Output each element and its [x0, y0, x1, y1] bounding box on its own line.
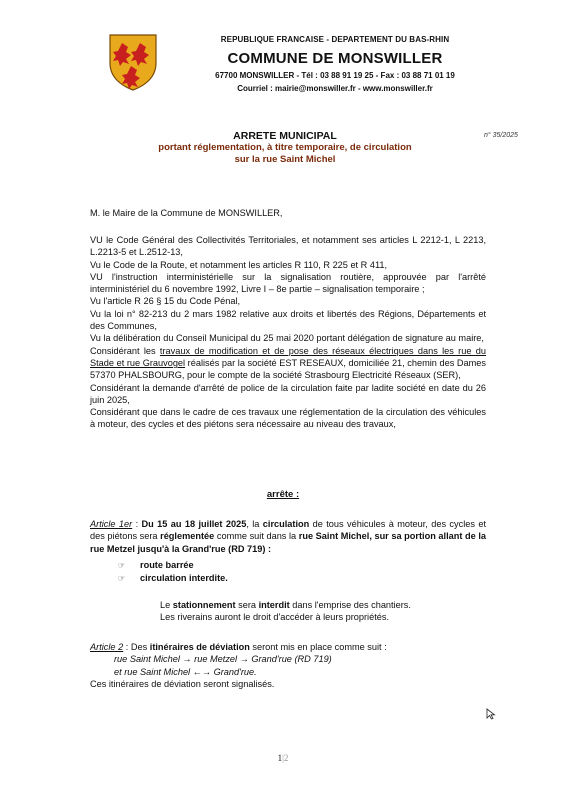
list-item: ☞ route barrée — [118, 560, 194, 570]
pointing-hand-icon: ☞ — [118, 561, 126, 570]
detour-route-1: rue Saint Michel → rue Metzel → Grand'rue (RD 719) — [114, 654, 332, 665]
vu-item: VU le Code Général des Collectivités Territoriales, et notamment ses articles L 2212-1, L 2213, L.2213-5 et L.2512-13, — [90, 235, 486, 258]
detour-closing: Ces itinéraires de déviation seront signalisés. — [90, 678, 275, 689]
header-contact: 67700 MONSWILLER - Tél : 03 88 91 19 25 - Fax : 03 88 71 01 19 — [215, 71, 455, 80]
considerant-request: Considérant la demande d'arrêté de police de la circulation faite par ladite société en date du 26 juin 2025, — [90, 382, 486, 405]
mouse-cursor-icon — [486, 707, 496, 719]
vu-item: Vu le Code de la Route, et notamment les articles R 110, R 225 et R 411, — [90, 259, 388, 270]
article-1-notes: Le stationnement sera interdit dans l'emprise des chantiers. Les riverains auront le droit d'accéder à leurs propriétés. — [160, 600, 411, 623]
article-1-label: Article 1er — [90, 519, 133, 529]
preamble — [90, 234, 486, 431]
list-item: ☞ circulation interdite. — [118, 573, 228, 583]
pointing-hand-icon: ☞ — [118, 574, 126, 583]
arrete-heading: arrête : — [266, 489, 300, 500]
title-line-3: sur la rue Saint Michel — [234, 154, 336, 165]
header-department: REPUBLIQUE FRANCAISE - DEPARTEMENT DU BAS-RHIN — [220, 35, 450, 44]
considerant-works: Considérant les travaux de modification et de pose des réseaux électriques dans les rue du Stade et rue Grauvogel réalisés par la société EST RESEAUX, domiciliée 21, chemin des Dames 57370 PHALSBOURG, pour le compte de la société Strasbourg Electricité Réseaux (SER), — [90, 345, 486, 381]
considerant-regulation: Considérant que dans le cadre de ces travaux une réglementation de la circulation des véhicules à moteur, des cycles et des piétons sera nécessaire au niveau des travaux, — [90, 407, 486, 430]
vu-item: Vu la délibération du Conseil Municipal du 25 mai 2020 portant délégation de signature au maire, — [90, 333, 484, 344]
header-commune: COMMUNE DE MONSWILLER — [227, 50, 443, 67]
article-1-bullets — [118, 559, 228, 585]
commune-coat-of-arms — [108, 33, 158, 91]
vu-item: Vu l'article R 26 § 15 du Code Pénal, — [90, 296, 241, 307]
page-number: 1|2 — [277, 753, 289, 763]
arrete-number: n° 35/2025 — [484, 132, 518, 139]
title-main: ARRETE MUNICIPAL — [233, 130, 337, 142]
vu-item: VU l'instruction interministérielle sur la signalisation routière, approuvée par l'arrêté interministériel du 6 novembre 1992, Livre I – 8e partie – signalisation temporaire ; — [90, 271, 486, 295]
article-1: Article 1er : Du 15 au 18 juillet 2025, la circulation de tous véhicules à moteur, des cycles et des piétons sera réglementée comme suit dans la rue Saint Michel, sur sa portion allant de la rue Metzel jusqu'à la Grand'rue (RD 719) : — [90, 519, 486, 554]
title-line-2: portant réglementation, à titre temporaire, de circulation — [158, 142, 412, 153]
document-title — [80, 130, 490, 166]
vu-item: Vu la loi n° 82-213 du 2 mars 1982 relative aux droits et libertés des Régions, Départements et des Communes, — [90, 308, 486, 332]
article-2-label: Article 2 — [90, 642, 124, 652]
detour-route-2: et rue Saint Michel ←→ Grand'rue. — [114, 666, 257, 677]
article-2: Article 2 : Des itinéraires de déviation seront mis en place comme suit : rue Saint Michel → rue Metzel → Grand'rue (RD 719) et rue Saint Michel ←→ Grand'rue. Ces itinéraires de déviation seront signalisés. — [90, 641, 486, 690]
header-email: Courriel : mairie@monswiller.fr - www.monswiller.fr — [237, 84, 433, 93]
intro-line: M. le Maire de la Commune de MONSWILLER, — [90, 208, 283, 218]
works-description: travaux de modification et de pose des réseaux électriques dans les rue du Stade et rue Grauvogel — [90, 345, 486, 368]
